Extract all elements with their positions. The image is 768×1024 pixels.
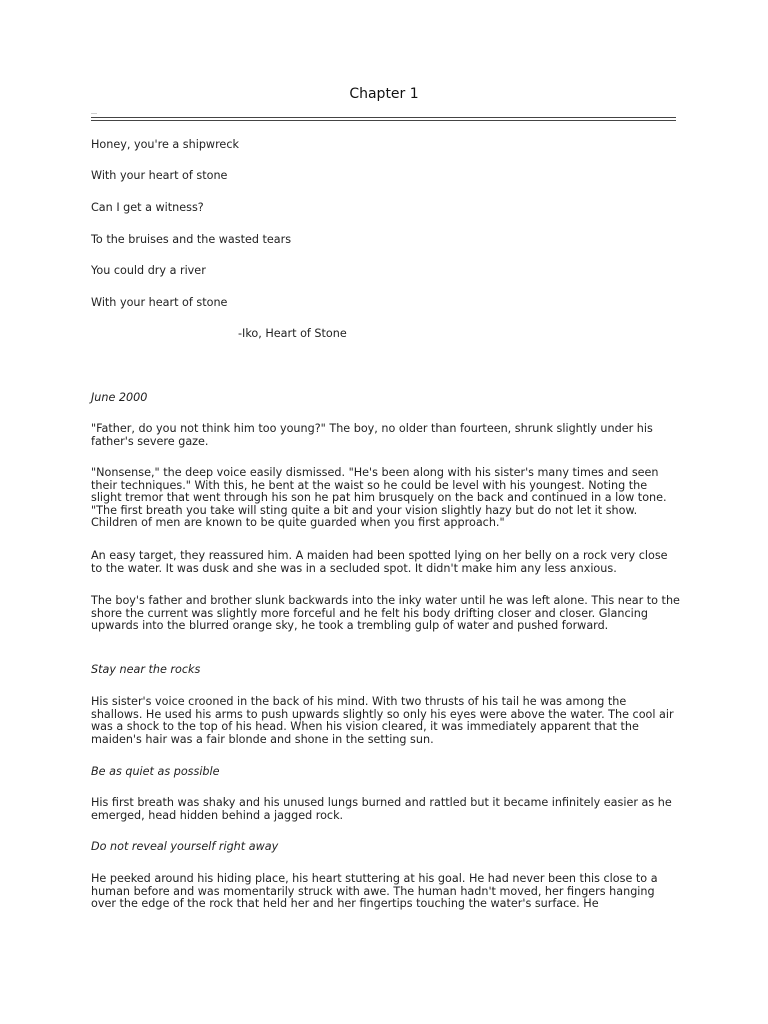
- epigraph-line-6: With your heart of stone: [91, 296, 228, 309]
- paragraph-6: His first breath was shaky and his unused lungs burned and rattled but it became infinitely easier as he emerged, head hidden behind a jagged rock.: [91, 796, 672, 822]
- header-rule-bottom: [91, 120, 676, 121]
- epigraph-line-5: You could dry a river: [91, 264, 206, 277]
- epigraph-line-2: With your heart of stone: [91, 169, 228, 182]
- header-mark: …: [91, 109, 97, 116]
- epigraph-line-4: To the bruises and the wasted tears: [91, 233, 292, 246]
- paragraph-7: He peeked around his hiding place, his heart stuttering at his goal. He had never been this close to a human before and was momentarily struck with awe. The human hadn't moved, her fingers hanging over the edge of the rock that held her and her fingertips touching the water's surface. He: [91, 872, 658, 911]
- italic-thought-2: Be as quiet as possible: [91, 765, 220, 778]
- paragraph-3: An easy target, they reassured him. A maiden had been spotted lying on her belly on a rock very close to the water. It was dusk and she was in a secluded spot. It didn't make him any less anxious.: [91, 549, 668, 575]
- chapter-title: Chapter 1: [349, 86, 419, 102]
- paragraph-1: "Father, do you not think him too young?" The boy, no older than fourteen, shrunk slightly under his father's severe gaze.: [91, 422, 653, 448]
- italic-thought-3: Do not reveal yourself right away: [91, 840, 279, 853]
- paragraph-4: The boy's father and brother slunk backwards into the inky water until he was left alone. This near to the shore the current was slightly more forceful and he felt his body drifting closer and closer. Glancing upwards into the blurred orange sky, he took a trembling gulp of water and pushed forward.: [91, 594, 680, 633]
- paragraph-5: His sister's voice crooned in the back of his mind. With two thrusts of his tail he was among the shallows. He used his arms to push upwards slightly so only his eyes were above the water. The cool air was a shock to the top of his head. When his vision cleared, it was immediately apparent that the maiden's hair was a fair blonde and shone in the setting sun.: [91, 695, 674, 746]
- epigraph-attribution: -Iko, Heart of Stone: [238, 327, 347, 340]
- header-rule-top: [91, 117, 676, 118]
- paragraph-2: "Nonsense," the deep voice easily dismissed. "He's been along with his sister's many times and seen their techniques." With this, he bent at the waist so he could be level with his youngest. Noting the slight tremor that went through his son he pat him brusquely on the back and continued in a low tone. "The first breath you take will sting quite a bit and your vision slightly hazy but do not let it show. Children of men are known to be quite guarded when you first approach.": [91, 466, 667, 530]
- epigraph-line-3: Can I get a witness?: [91, 201, 204, 214]
- italic-thought-1: Stay near the rocks: [91, 663, 201, 676]
- epigraph-line-1: Honey, you're a shipwreck: [91, 138, 239, 151]
- date-heading: June 2000: [91, 391, 148, 404]
